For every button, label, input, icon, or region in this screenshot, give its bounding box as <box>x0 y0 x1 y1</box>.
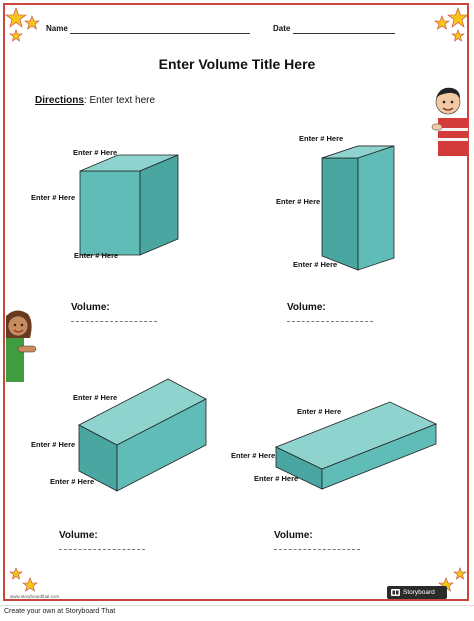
volume-label: Volume: <box>287 302 326 313</box>
storyboard-logo[interactable] <box>387 586 447 599</box>
prism-2 <box>0 0 474 300</box>
dimension-label[interactable]: Enter # Here <box>231 451 276 460</box>
dimension-label[interactable]: Enter # Here <box>297 407 342 416</box>
dimension-label[interactable]: Enter # Here <box>31 440 76 449</box>
storyboard-logo-icon <box>391 589 400 596</box>
volume-label: Volume: <box>274 530 313 541</box>
dimension-label[interactable]: Enter # Here <box>31 193 76 202</box>
dimension-label[interactable]: Enter # Here <box>50 477 95 486</box>
dimension-label[interactable]: Enter # Here <box>73 148 118 157</box>
volume-label: Volume: <box>71 302 110 313</box>
dimension-label[interactable]: Enter # Here <box>74 251 119 260</box>
volume-label: Volume: <box>59 530 98 541</box>
name-label: Name <box>46 24 68 33</box>
dimension-label[interactable]: Enter # Here <box>73 393 118 402</box>
date-label: Date <box>273 24 291 33</box>
dimension-label[interactable]: Enter # Here <box>293 260 338 269</box>
prism-4 <box>0 300 474 600</box>
footer-link[interactable]: Create your own at Storyboard That <box>4 608 116 615</box>
volume-answer-line[interactable] <box>274 549 360 550</box>
watermark-url: www.storyboardthat.com <box>10 594 60 599</box>
dimension-label[interactable]: Enter # Here <box>299 134 344 143</box>
storyboard-logo-text: Storyboard <box>403 589 435 596</box>
dimension-label[interactable]: Enter # Here <box>276 197 321 206</box>
dimension-label[interactable]: Enter # Here <box>254 474 299 483</box>
page-title: Enter Volume Title Here <box>158 56 316 72</box>
directions-text: : Enter text here <box>83 95 156 106</box>
directions-label: Directions <box>35 95 84 106</box>
